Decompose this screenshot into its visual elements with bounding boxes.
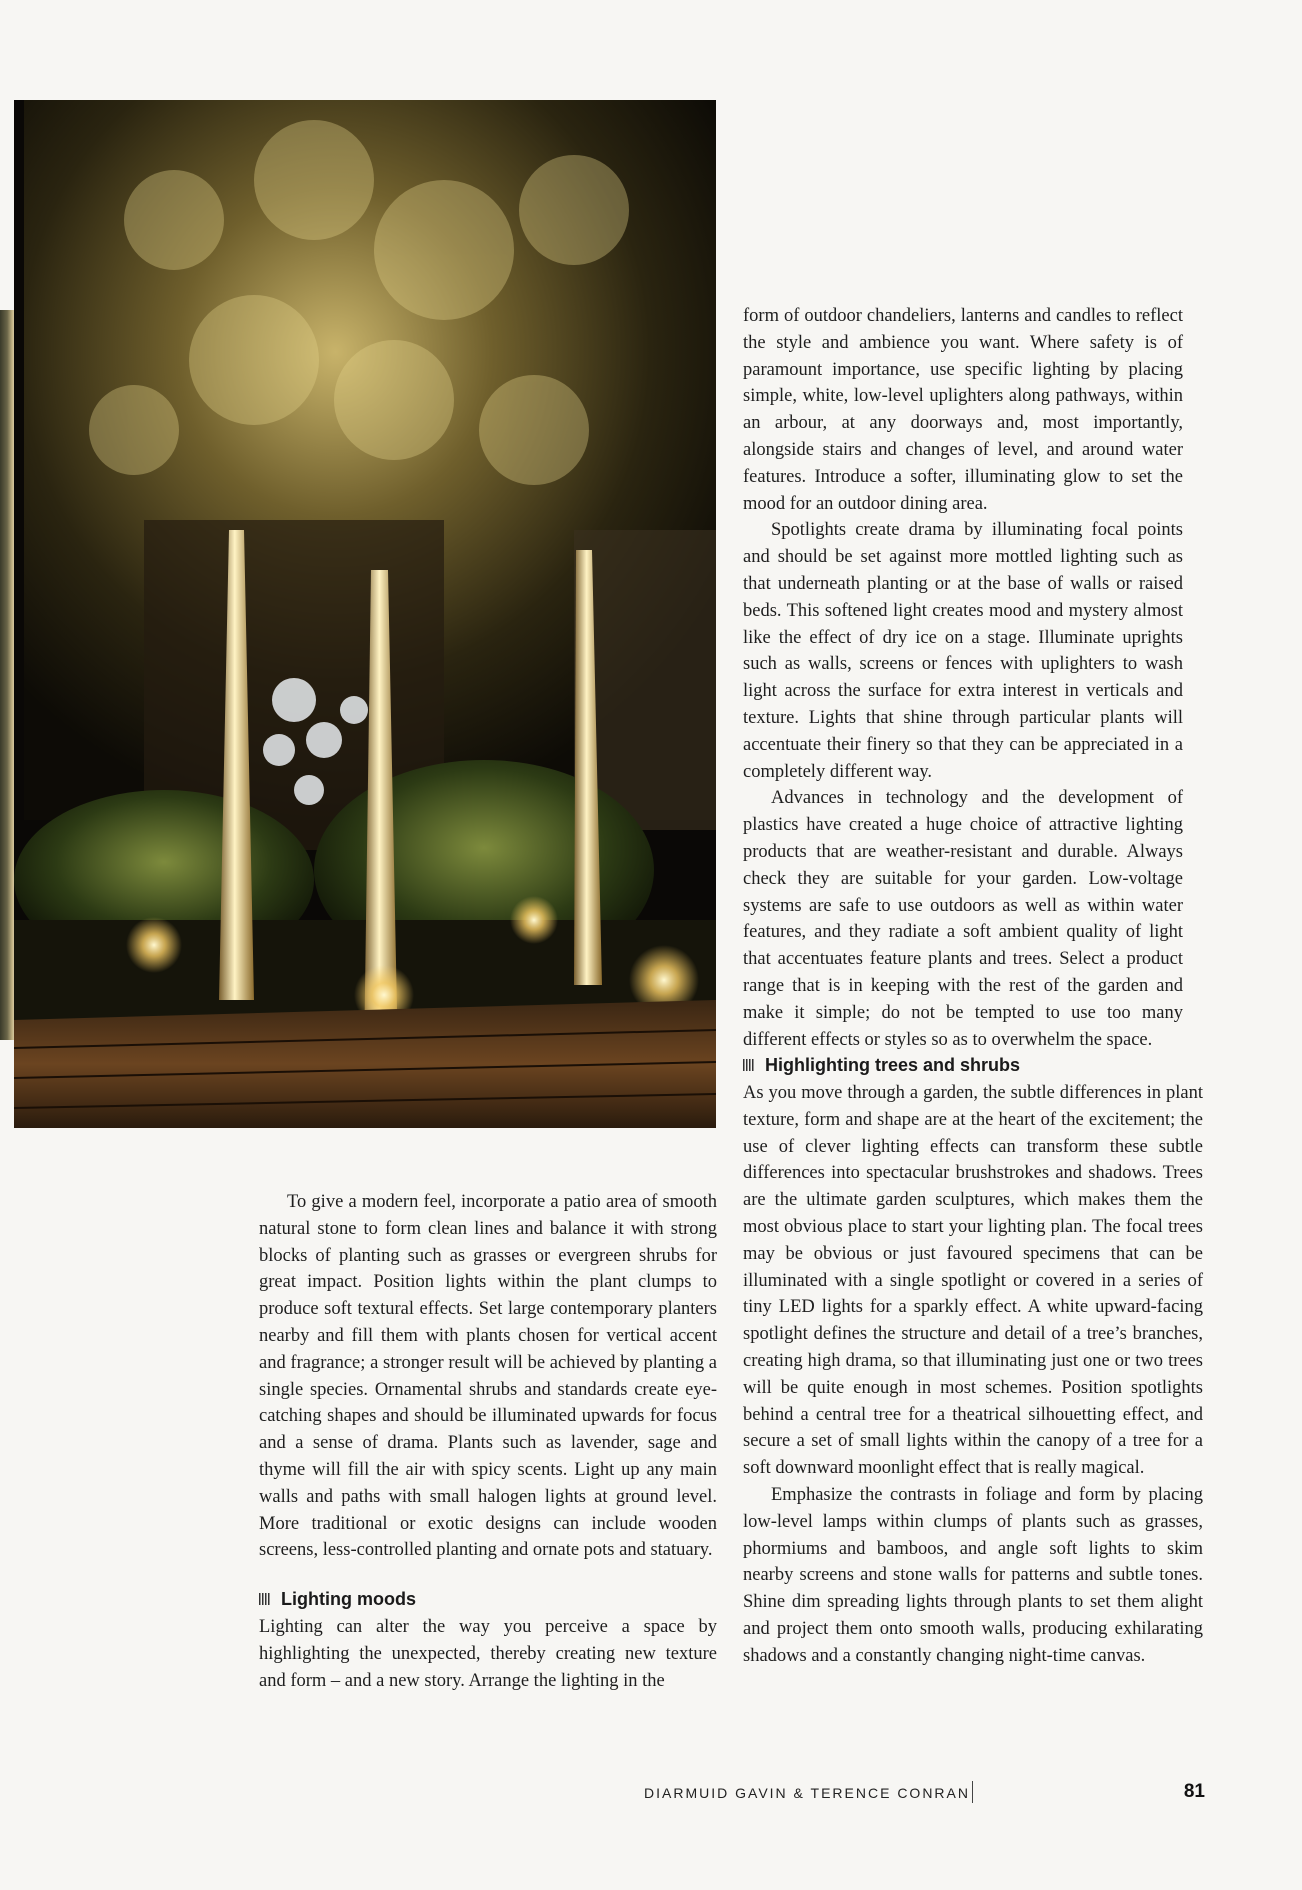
highlighting-trees-heading [743, 1052, 1203, 1078]
paragraph: Emphasize the contrasts in foliage and form by placing low-level lamps within clumps of plants such as grasses, phormiums and bamboos, and angle soft lights to skim nearby screens and stone walls for patterns and subtle tones. Shine dim spreading lights through plants to set them alight and project them onto smooth walls, producing exhilarating shadows and a constantly changing night-time canvas. [743, 1484, 1203, 1666]
paragraph: form of outdoor chandeliers, lanterns and candles to reflect the style and ambience you want. Where safety is of paramount importance, use specific lighting by placing simple, white, low-level uplighters along pathways, within an arbour, at any doorways and, most importantly, alongside stairs and changes of level, and around water features. Introduce a softer, illuminating glow to set the mood for an outdoor dining area. [743, 306, 1183, 514]
garden-night-photo [14, 100, 716, 1128]
heading-bars-icon [259, 1593, 271, 1605]
paragraph: Lighting can alter the way you perceive a space by highlighting the unexpected, thereby creating new texture and form – and a new story. Arrange the lighting in the [259, 1617, 717, 1691]
paragraph: Spotlights create drama by illuminating focal points and should be set against more mottled lighting such as that underneath planting or at the base of walls or raised beds. This softened light creates mood and mystery almost like the effect of dry ice on a stage. Illuminate uprights such as walls, screens or fences with uplighters to wash light across the surface for extra interest in verticals and texture. Lights that shine through particular plants will accentuate their finery so that they can be appreciated in a completely different way. [743, 520, 1183, 782]
book-credit: DIARMUID GAVIN & TERENCE CONRAN [644, 1785, 970, 1801]
lighting-moods-heading [259, 1586, 717, 1612]
heading-label: Lighting moods [281, 1589, 416, 1610]
paragraph: Advances in technology and the development of plastics have created a huge choice of attractive lighting products that are weather-resistant and durable. Always check they are suitable for your garden. Low-voltage systems are safe to use outdoors as well as within water features, and they radiate a soft ambient quality of light that accentuates feature plants and trees. Select a product range that is in keeping with the rest of the garden and make it simple; do not be tempted to use too many different effects or styles so as to overwhelm the space. [743, 788, 1183, 1050]
heading-bars-icon [743, 1059, 755, 1071]
right-column-top-text [743, 303, 1183, 1053]
left-column-text [259, 1189, 717, 1695]
paragraph: To give a modern feel, incorporate a patio area of smooth natural stone to form clean lines and balance it with strong blocks of planting such as grasses or evergreen shrubs for great impact. Position lights within the plant clumps to produce soft textural effects. Set large contemporary planters nearby and fill them with plants chosen for vertical accent and fragrance; a stronger result will be achieved by planting a single species. Ornamental shrubs and standards create eye-catching shapes and should be illuminated upwards for focus and a sense of drama. Plants such as lavender, sage and thyme will fill the air with spicy scents. Light up any main walls and paths with small halogen lights at ground level. More traditional or exotic designs can include wooden screens, less-controlled planting and ornate pots and statuary. [259, 1192, 717, 1561]
garden-photo-illustration [14, 100, 716, 1128]
right-column-bottom-text [743, 1052, 1203, 1670]
paragraph: As you move through a garden, the subtle differences in plant texture, form and shape are at the heart of the excitement; the use of clever lighting effects can transform these subtle differences into spectacular brushstrokes and shadows. Trees are the ultimate garden sculptures, which makes them the most obvious place to start your lighting plan. The focal trees may be obvious or just favoured specimens that can be illuminated with a single spotlight or covered in a series of tiny LED lights for a sparkly effect. A white upward-facing spotlight defines the structure and detail of a tree’s branches, creating high drama, so that illuminating just one or two trees will be quite enough in most schemes. Position spotlights behind a central tree for a theatrical silhouetting effect, and secure a set of small lights within the canopy of a tree for a soft downward moonlight effect that is really magical. [743, 1083, 1203, 1479]
page-footer [600, 1781, 1205, 1811]
page-number: 81 [1183, 1781, 1205, 1802]
heading-label: Highlighting trees and shrubs [765, 1055, 1021, 1075]
footer-divider [972, 1781, 973, 1803]
